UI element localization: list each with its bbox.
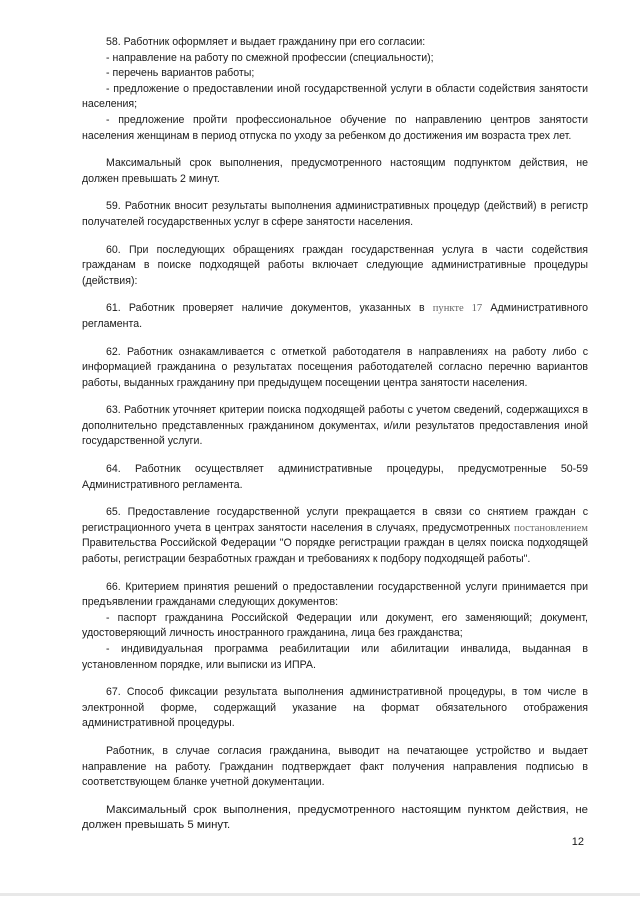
paragraph-66-intro: 66. Критерием принятия решений о предоставлении государственной услуги принимается при предъявлении гражданами следующих документов: [82,580,588,609]
paragraph-61-text-end: Административного регламента. [82,302,588,330]
paragraph-65-text-end: Правительства Российской Федерации "О порядке регистрации граждан в целях поиска подходящей работы, регистрации безработных граждан и требованиях к подбору подходящей работы". [82,537,588,566]
paragraph-58-max-time: Максимальный срок выполнения, предусмотренного настоящим подпунктом действия, не должен превышать 2 минут. [82,157,588,185]
paragraph-66-item-1: - паспорт гражданина Российской Федерации или документ, его заменяющий; документ, удостоверяющий личность иностранного гражданина, лица без гражданства; [82,611,588,640]
paragraph-gap [82,187,588,199]
paragraph-gap [82,333,588,345]
paragraph-61 [82,301,588,332]
paragraph-67: 67. Способ фиксации результата выполнения административной процедуры, в том числе в электронной форме, содержащий указание на формат обязательного отображения административной процедуры. [82,686,588,730]
paragraph-gap [82,673,588,685]
paragraph-gap [82,493,588,505]
paragraph-59: 59. Работник вносит результаты выполнения административных процедур (действий) в регистр получателей государственных услуг в сфере занятости населения. [82,200,588,228]
paragraph-gap [82,568,588,580]
paragraph-gap [82,732,588,744]
point-17-link[interactable]: пункте 17 [432,303,483,315]
paragraph-67-worker: Работник, в случае согласия гражданина, выводит на печатающее устройство и выдает направление на работу. Гражданин подтверждает факт получения направления подписью в соответствующем бланке учетной документации. [82,744,588,789]
paragraph-58-item-1: - направление на работу по смежной профессии (специальности); [106,51,434,64]
page-bottom-edge [0,893,640,896]
paragraph-58-item-2: - перечень вариантов работы; [106,67,255,80]
paragraph-64: 64. Работник осуществляет административные процедуры, предусмотренные 50-59 Административного регламента. [82,463,588,491]
paragraph-66-item-2: - индивидуальная программа реабилитации или абилитации инвалида, выданная в установленном порядке, или выписки из ИПРА. [82,643,588,671]
paragraph-58-intro: 58. Работник оформляет и выдает гражданину при его согласии: [106,36,426,48]
paragraph-gap [82,450,588,462]
document-body [82,35,588,834]
paragraph-62: 62. Работник ознакамливается с отметкой работодателя в направлениях на работу либо с информацией гражданина о результатах посещения работодателей согласно перечню вариантов работы, выданных гражданину при предыдущем посещении центра занятости населения. [82,345,588,389]
paragraph-gap [82,144,588,156]
paragraph-gap [82,391,588,403]
paragraph-67-max-time: Максимальный срок выполнения, предусмотренного настоящим пунктом действия, не должен превышать 5 минут. [82,803,588,832]
paragraph-gap [82,231,588,243]
paragraph-58-item-3: - предложение о предоставлении иной государственной услуги в области содействия занятости населения; [82,82,588,111]
paragraph-63: 63. Работник уточняет критерии поиска подходящей работы с учетом сведений, содержащихся в дополнительно представленных гражданином документах, и/или результатов предоставления иной государственной услуги. [82,404,588,448]
paragraph-65-text: 65. Предоставление государственной услуги прекращается в связи со снятием граждан с регистрационного учета в центрах занятости населения в случаях, предусмотренных [82,506,588,534]
paragraph-65 [82,505,588,567]
paragraph-60: 60. При последующих обращениях граждан государственная услуга в части содействия гражданам в поиске подходящей работы включает следующие административные процедуры (действия): [82,243,588,287]
paragraph-gap [82,289,588,301]
paragraph-61-text: 61. Работник проверяет наличие документов, указанных в [106,302,433,315]
paragraph-58-item-4: - предложение пройти профессиональное обучение по направлению центров занятости населения женщинам в период отпуска по уходу за ребенком до достижения им возраста трех лет. [82,113,588,142]
page-number: 12 [571,836,584,848]
paragraph-gap [82,791,588,803]
resolution-link[interactable]: постановлением [514,522,588,534]
